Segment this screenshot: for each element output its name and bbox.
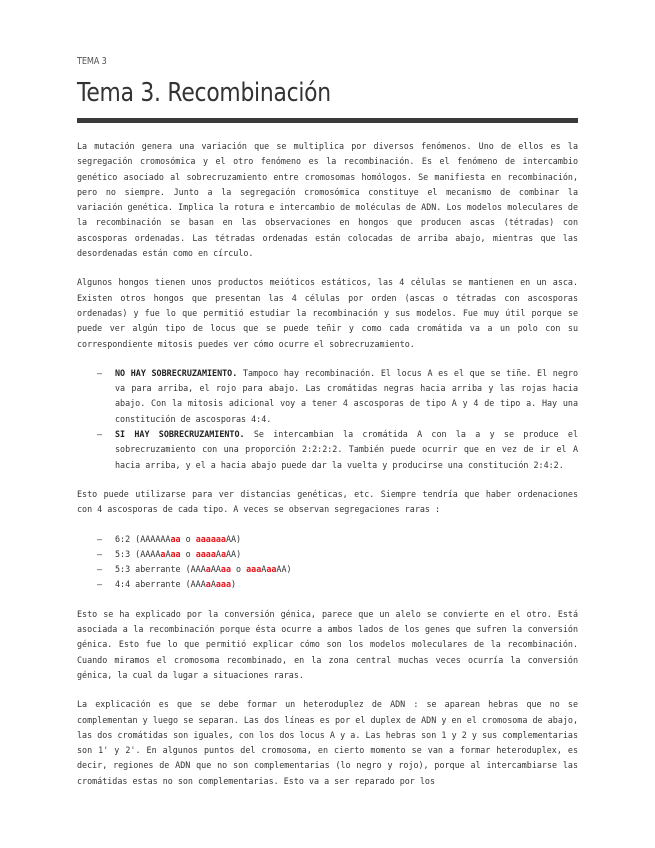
- allele-text: A: [165, 548, 171, 559]
- list-item: [77, 427, 578, 473]
- list-item: [77, 366, 578, 427]
- recessive-allele-text: a: [205, 579, 211, 590]
- allele-text: AA): [276, 564, 292, 575]
- bullet-text: Se intercambian la cromátida A con la a y se produce el sobrecruzamiento con una proporción 2:2:2:2. También puede ocurrir que en vez de ir el A hacia arriba, y el a hacia abajo puede dar la vuelta y producirse una constitución 2:4:2.: [115, 429, 578, 470]
- segregation-item: [77, 577, 578, 592]
- allele-text: ): [231, 579, 237, 590]
- segregation-item: [77, 562, 578, 577]
- segregation-list: [77, 532, 578, 593]
- allele-text: AA): [225, 548, 242, 559]
- recessive-allele-text: aaa: [215, 579, 231, 590]
- bullet-dash: –: [97, 579, 103, 590]
- page-title: Tema 3. Recombinación: [77, 78, 331, 108]
- recessive-allele-text: aaaa: [195, 548, 216, 559]
- crossing-over-list: [77, 366, 578, 473]
- allele-text: 6:2 (AAAAAA: [115, 533, 171, 544]
- paragraph-intro: La mutación genera una variación que se multiplica por diversos fenómenos. Uno de ellos es la segregación cromosómica y el otro fenómeno es la recombinación. Es el fenómeno de intercambio genético asociado al sobrecruzamiento entre cromosomas homólogos. Se manifiesta en recombinación, pero no siempre. Junto a la segregación cromosómica constituye el mecanismo de combinar la variación genética. Implica la rotura e intercambio de moléculas de ADN. Los modelos moleculares de la recombinación se basan en las observaciones en hongos que producen ascas (tétradas) con ascosporas ordenadas. Las tétradas ordenadas están colocadas de arriba abajo, mientras que las desordenadas están como en círculo.: [77, 141, 578, 259]
- bullet-dash: –: [97, 564, 103, 575]
- bullet-dash: –: [97, 548, 103, 559]
- allele-text: o: [180, 548, 196, 559]
- segregation-item: [77, 532, 578, 547]
- allele-text: AA): [225, 533, 242, 544]
- recessive-allele-text: a: [160, 548, 166, 559]
- allele-text: 4:4 aberrante (AAA: [115, 579, 206, 590]
- title-divider: [77, 118, 578, 123]
- bullet-dash: –: [97, 429, 103, 440]
- recessive-allele-text: aaaaaa: [195, 533, 226, 544]
- allele-text: AA: [210, 564, 221, 575]
- document-body: [77, 139, 578, 789]
- paragraph-gene-conversion: Esto se ha explicado por la conversión génica, parece que un alelo se convierte en el otro. Está asociada a la recombinación porque ésta ocurre a ambos lados de los genes que sufren la conversión génica. Esto fue lo que permitió explicar cómo son los modelos moleculares de la recombinación. Cuando miramos el cromosoma recombinado, en la zona central muchas veces ocurría la conversión génica, la cual da lugar a situaciones raras.: [77, 608, 578, 680]
- allele-text: A: [261, 564, 267, 575]
- recessive-allele-text: aaa: [246, 564, 262, 575]
- allele-text: o: [231, 564, 247, 575]
- recessive-allele-text: aa: [266, 564, 277, 575]
- paragraph-fungi: Algunos hongos tienen unos productos meióticos estáticos, las 4 células se mantienen en un asca. Existen otros hongos que presentan las 4 células por orden (ascas o tétradas con ascosporas ordenadas) y fue lo que permitió estudiar la recombinación y sus modelos. Fue muy útil porque se puede ver algún tipo de locus que se puede teñir y como cada cromátida va a un polo con su correspondiente mitosis puedes ver cómo ocurre el sobrecruzamiento.: [77, 277, 578, 349]
- paragraph-distances: Esto puede utilizarse para ver distancias genéticas, etc. Siempre tendría que haber ordenaciones con 4 ascosporas de cada tipo. A veces se observan segregaciones raras :: [77, 488, 578, 515]
- allele-text: 5:3 (AAAA: [115, 548, 161, 559]
- recessive-allele-text: aa: [220, 564, 231, 575]
- recessive-allele-text: a: [205, 564, 211, 575]
- bullet-text: Tampoco hay recombinación. El locus A es el que se tiñe. El negro va para arriba, el rojo para abajo. Las cromátidas negras hacia arriba y las rojas hacia abajo. Con la mitosis adicional voy a tener 4 ascosporas de tipo A y 4 de tipo a. Hay una constitución de ascosporas 4:4.: [115, 367, 578, 424]
- segregation-item: [77, 547, 578, 562]
- paragraph-heteroduplex: La explicación es que se debe formar un heteroduplez de ADN : se aparean hebras que no se complementan y luego se separan. Las dos líneas es por el duplex de ADN y en el cromosoma de abajo, las dos cromátidas son iguales, con los dos locus A y a. Las hebras son 1 y 2 y sus complementarias son 1' y 2'. En algunos puntos del cromosoma, en cierto momento se van a formar heteroduplex, es decir, regiones de ADN que no son complementarias (lo negro y rojo), porque al intercambiarse las cromátidas estas no son complementarias. Esto va a ser reparado por los: [77, 699, 578, 786]
- bullet-heading: SI HAY SOBRECRUZAMIENTO.: [115, 429, 245, 440]
- allele-text: A: [210, 579, 216, 590]
- allele-text: A: [215, 548, 221, 559]
- bullet-dash: –: [97, 367, 103, 378]
- allele-text: 5:3 aberrante (AAA: [115, 564, 206, 575]
- recessive-allele-text: aa: [170, 533, 181, 544]
- bullet-dash: –: [97, 533, 103, 544]
- bullet-heading: NO HAY SOBRECRUZAMIENTO.: [115, 367, 238, 378]
- document-page: [77, 54, 578, 803]
- section-label: TEMA 3: [77, 56, 107, 67]
- recessive-allele-text: aa: [170, 548, 181, 559]
- allele-text: o: [180, 533, 196, 544]
- recessive-allele-text: a: [220, 548, 226, 559]
